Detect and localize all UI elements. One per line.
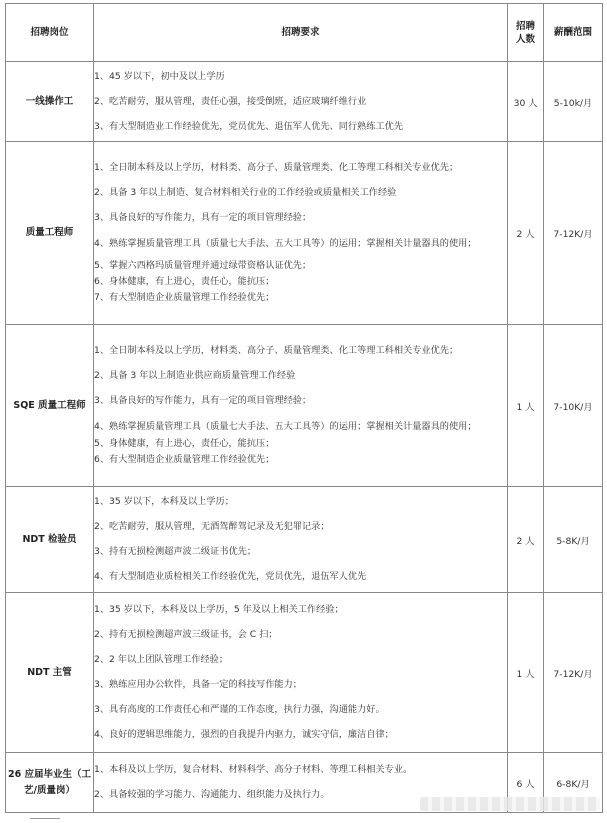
requirement-item: 3、具有高度的工作责任心和严谨的工作态度，执行力强，沟通能力好。 [94, 704, 385, 715]
position-cell: 26 应届毕业生（工艺/质量岗） [6, 753, 94, 813]
requirement-item: 3、具备良好的写作能力，具有一定的项目管理经验； [94, 212, 312, 223]
requirement-item: 1、全日制本科及以上学历，材料类、高分子、质量管理类、化工等理工科相关专业优先； [94, 345, 459, 356]
blurred-watermark [420, 797, 600, 811]
header-position: 招聘岗位 [6, 4, 94, 62]
table-row [6, 487, 603, 593]
table-row [6, 62, 603, 142]
count-cell: 30 人 [508, 62, 544, 142]
divider [30, 818, 60, 819]
requirement-item: 4、熟练掌握质量管理工具（质量七大手法、五大工具等）的运用；掌握相关计量器具的使用； [94, 421, 477, 432]
requirement-item: 4、有大型制造业质检相关工作经验优先，党员优先，退伍军人优先 [94, 571, 367, 582]
salary-cell: 7-12K/月 [544, 593, 603, 753]
position-cell: NDT 主管 [6, 593, 94, 753]
position-cell: 质量工程师 [6, 142, 94, 325]
requirements-cell [94, 593, 508, 753]
requirement-item: 2、吃苦耐劳，服从管理，责任心强，接受倒班，适应玻璃纤维行业 [94, 95, 367, 107]
requirement-item: 5、身体健康，有上进心，责任心，能抗压； [94, 438, 275, 449]
salary-cell: 5-10k/月 [544, 62, 603, 142]
count-cell: 2 人 [508, 487, 544, 593]
requirement-item: 6、身体健康，有上进心，责任心，能抗压； [94, 276, 275, 287]
requirements-cell [94, 142, 508, 325]
header-row [6, 4, 603, 62]
count-cell: 1 人 [508, 325, 544, 487]
header-count: 招聘 人数 [508, 4, 544, 62]
salary-cell: 6-8K/月 [544, 753, 603, 813]
requirement-item: 2、具备 3 年以上制造、复合材料相关行业的工作经验或质量相关工作经验 [94, 187, 397, 198]
requirement-item: 2、吃苦耐劳，服从管理，无酒驾醉驾记录及无犯罪记录； [94, 521, 330, 532]
requirement-item: 1、45 岁以下，初中及以上学历 [94, 70, 225, 82]
requirement-item: 6、有大型制造企业质量管理工作经验优先； [94, 454, 275, 465]
table-row [6, 325, 603, 487]
requirement-item: 1、全日制本科及以上学历，材料类、高分子、质量管理类、化工等理工科相关专业优先； [94, 162, 459, 173]
requirement-item: 4、熟练掌握质量管理工具（质量七大手法、五大工具等）的运用；掌握相关计量器具的使用； [94, 238, 477, 249]
requirements-cell [94, 487, 508, 593]
requirement-item: 1、35 岁以下，本科及以上学历，5 年及以上相关工作经验； [94, 604, 344, 615]
requirement-item: 2、2 年以上团队管理工作经验； [94, 654, 229, 665]
header-salary: 薪酬范围 [544, 4, 603, 62]
requirement-item: 4、良好的逻辑思维能力，强烈的自我提升内驱力，诚实守信，廉洁自律； [94, 729, 394, 740]
position-cell: 一线操作工 [6, 62, 94, 142]
table-row [6, 593, 603, 753]
requirements-cell [94, 62, 508, 142]
requirement-item: 3、持有无损检测超声波二级证书优先； [94, 546, 257, 557]
salary-cell: 5-8K/月 [544, 487, 603, 593]
header-requirements: 招聘要求 [94, 4, 508, 62]
count-cell: 1 人 [508, 593, 544, 753]
requirement-item: 1、35 岁以下，本科及以上学历； [94, 496, 234, 507]
table-row [6, 142, 603, 325]
requirement-item: 2、具备 3 年以上制造业供应商质量管理工作经验 [94, 370, 296, 381]
requirement-item: 5、掌握六西格玛质量管理并通过绿带资格认证优先； [94, 260, 312, 271]
salary-cell: 7-12K/月 [544, 142, 603, 325]
recruitment-table [5, 3, 603, 813]
requirement-item: 2、持有无损检测超声波三级证书，会 C 扫； [94, 629, 278, 640]
salary-cell: 7-10K/月 [544, 325, 603, 487]
requirement-item: 3、熟练应用办公软件，具备一定的科技写作能力； [94, 679, 302, 690]
count-cell: 2 人 [508, 142, 544, 325]
count-cell: 6 人 [508, 753, 544, 813]
requirement-item: 3、具备良好的写作能力，具有一定的项目管理经验； [94, 395, 312, 406]
requirement-item: 7、有大型制造企业质量管理工作经验优先； [94, 292, 275, 303]
requirement-item: 3、有大型制造业工作经验优先，党员优先、退伍军人优先、同行熟练工优先 [94, 120, 404, 132]
position-cell: SQE 质量工程师 [6, 325, 94, 487]
requirement-item: 2、具备较强的学习能力、沟通能力、组织能力及执行力。 [94, 789, 330, 800]
position-cell: NDT 检验员 [6, 487, 94, 593]
requirements-cell [94, 325, 508, 487]
requirement-item: 1、本科及以上学历，复合材料、材料科学、高分子材料、等理工科相关专业。 [94, 764, 413, 775]
